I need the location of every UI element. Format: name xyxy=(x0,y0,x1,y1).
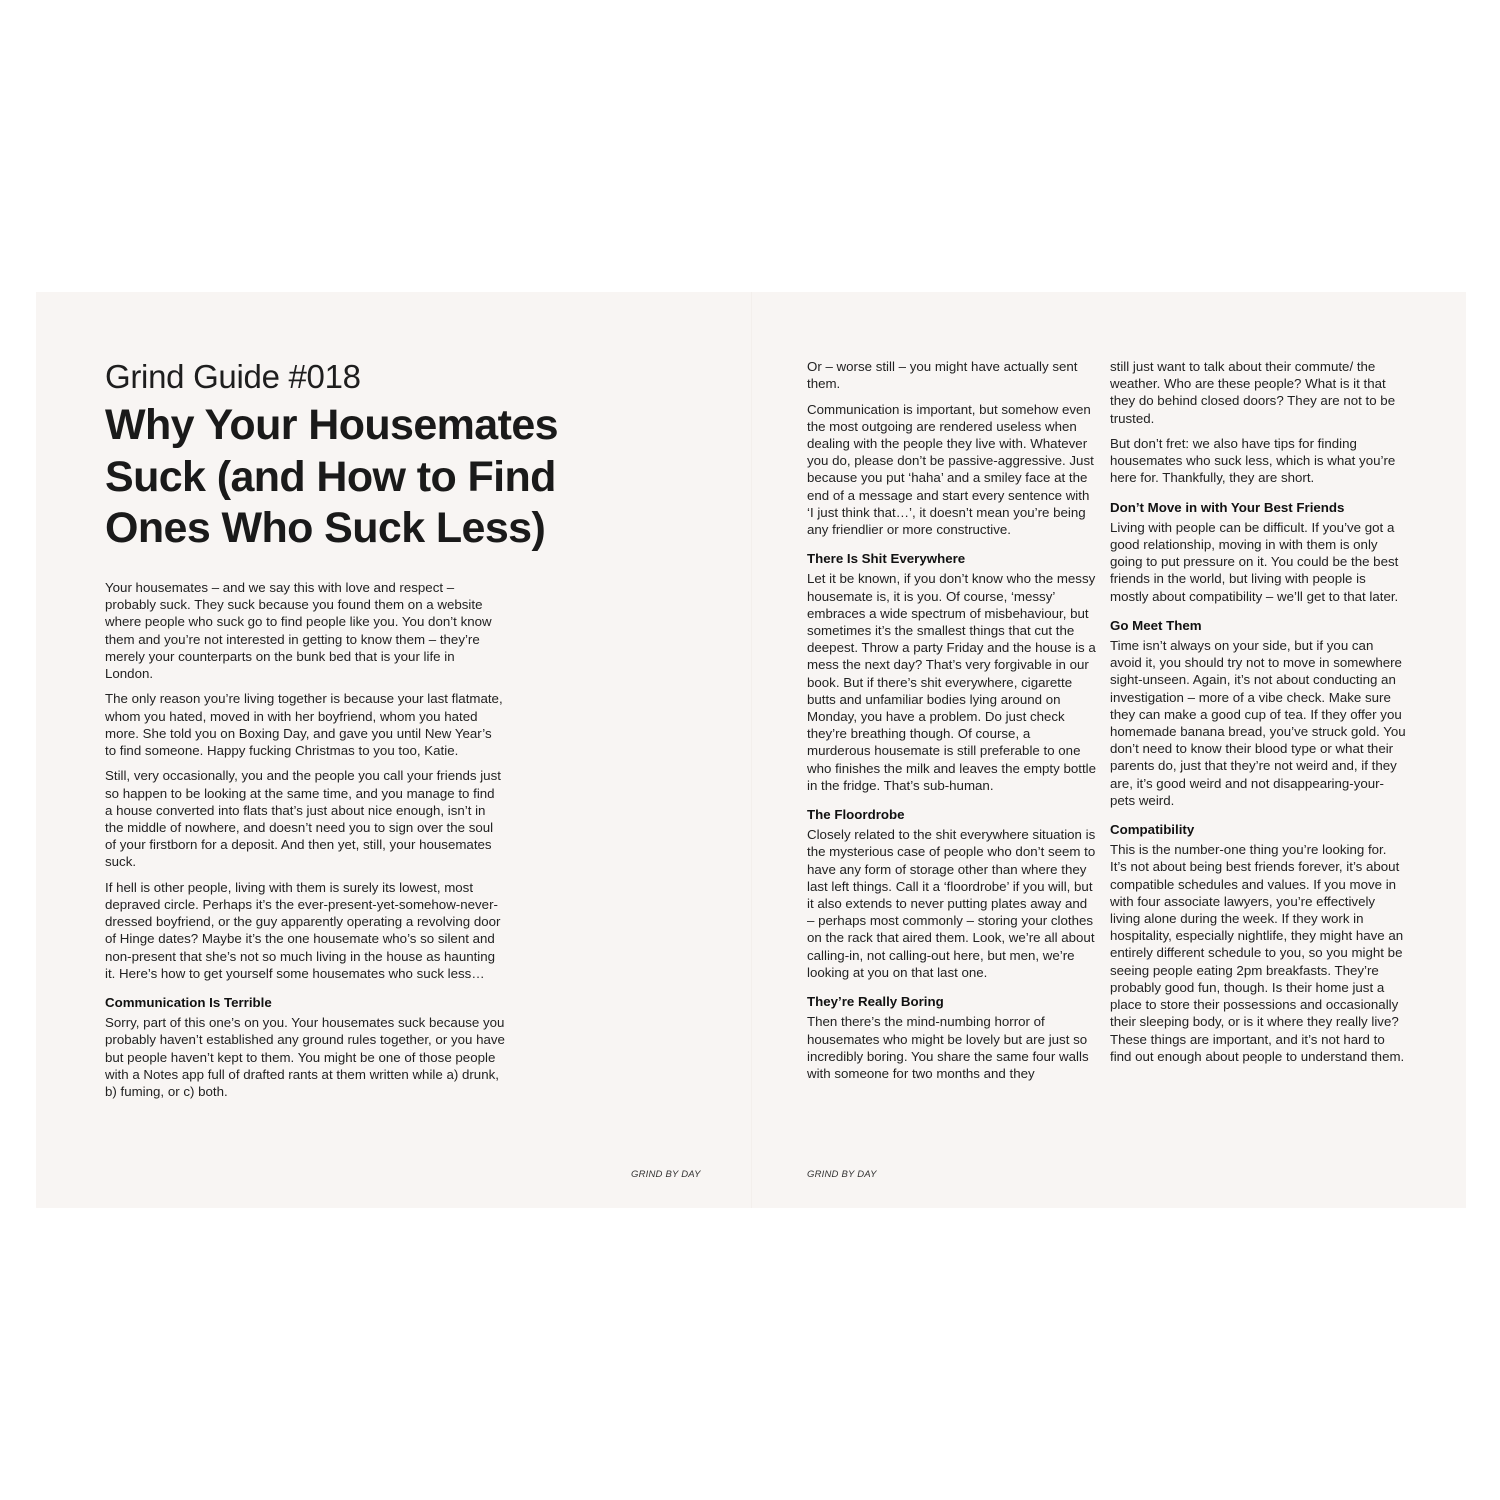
series-kicker: Grind Guide #018 xyxy=(105,358,361,395)
body-paragraph: Still, very occasionally, you and the people you call your friends just so happen to be looking at the same time, and you manage to find a house converted into flats that’s just about nice enough, isn’t in the middle of nowhere, and doesn’t need you to sign over the soul of your firstborn for a deposit. And then yet, still, your housemates suck. xyxy=(105,768,501,870)
section-heading: Go Meet Them xyxy=(1110,617,1202,633)
left-page-column xyxy=(105,579,505,1108)
right-page-column-two xyxy=(1110,358,1406,1073)
folio-left: GRIND BY DAY xyxy=(631,1169,701,1180)
section-heading: Communication Is Terrible xyxy=(105,995,272,1011)
body-paragraph: Time isn’t always on your side, but if you can avoid it, you should try not to move in somewhere sight-unseen. Again, it’s not about conducting an investigation – more of a vibe check. Make sure they can make a good cup of tea. If they offer you homemade banana bread, you’ve struck gold. You don’t need to know their blood type or what their parents do, just that they’re not weird and, if they are, it’s good weird and not disappearing-your-pets weird. xyxy=(1110,638,1406,808)
body-paragraph: Then there’s the mind-numbing horror of housemates who might be lovely but are just so incredibly boring. You share the same four walls with someone for two months and they xyxy=(807,1014,1089,1081)
section-heading: There Is Shit Everywhere xyxy=(807,551,966,567)
body-paragraph: Closely related to the shit everywhere situation is the mysterious case of people who don’t seem to have any form of storage other than where they last left things. Call it a ‘floordrobe’ if you will, but it also extends to never putting plates away and – perhaps most commonly – storing your clothes on the rack that aired them. Look, we’re all about calling-in, not calling-out here, but men, we’re looking at you on that last one. xyxy=(807,827,1096,980)
body-paragraph: Communication is important, but somehow even the most outgoing are rendered useless when dealing with the people they live with. Whatever you do, please don’t be passive-aggressive. Just because you put ‘haha’ and a smiley face at the end of a message and start every sentence with ‘I just think that…’, it doesn’t mean you’re being any friendlier or more constructive. xyxy=(807,401,1094,538)
body-paragraph: Living with people can be difficult. If you’ve got a good relationship, moving in with them is only going to put pressure on it. You could be the best friends in the world, but living with people is mostly about compatibility – we’ll get to that later. xyxy=(1110,519,1399,604)
article-headline: Why Your Housemates Suck (and How to Find Ones Who Suck Less) xyxy=(105,401,558,552)
magazine-spread xyxy=(36,292,1466,1208)
section-heading: They’re Really Boring xyxy=(807,994,944,1010)
folio-right: GRIND BY DAY xyxy=(807,1169,877,1180)
body-paragraph: This is the number-one thing you’re looking for. It’s not about being best friends forever, it’s about compatible schedules and values. If you move in with four associate lawyers, you’re effectively living alone during the week. If they work in hospitality, especially nightlife, they might have an entirely different schedule to you, so you might be seeing people eating 2pm breakfasts. They’re probably good fun, though. Is their home just a place to store their possessions and occasionally their sleeping body, or is it where they really live? These things are important, and it’s not hard to find out enough about people to understand them. xyxy=(1110,842,1405,1064)
body-paragraph: Let it be known, if you don’t know who the messy housemate is, it is you. Of course, ‘messy’ embraces a wide spectrum of misbehaviour, but sometimes it’s the smallest things that cut the deepest. Throw a party Friday and the house is a mess the next day? That’s very forgivable in our book. But if there’s shit everywhere, cigarette butts and unfamiliar bodies lying around on Monday, you have a problem. Do just check they’re breathing though. Of course, a murderous housemate is still preferable to one who finishes the milk and leaves the empty bottle in the fridge. That’s sub-human. xyxy=(807,571,1096,793)
page-fold xyxy=(751,292,752,1208)
body-paragraph: The only reason you’re living together is because your last flatmate, whom you hated, moved in with her boyfriend, whom you hated more. She told you on Boxing Day, and gave you until New Year’s to find someone. Happy fucking Christmas to you too, Katie. xyxy=(105,691,503,759)
section-heading: Don’t Move in with Your Best Friends xyxy=(1110,499,1345,515)
body-paragraph: If hell is other people, living with them is surely its lowest, most depraved circle. Perhaps it’s the ever-present-yet-somehow-never-dressed boyfriend, or the guy apparently operating a revolving door of Hinge dates? Maybe it’s the one housemate who’s so silent and non-present that she’s not so much living in the house as haunting it. Here’s how to get yourself some housemates who suck less… xyxy=(105,879,501,981)
body-paragraph: still just want to talk about their commute/ the weather. Who are these people? What is it that they do behind closed doors? They are not to be trusted. xyxy=(1110,359,1396,426)
body-paragraph: Your housemates – and we say this with love and respect – probably suck. They suck because you found them on a website where people who suck go to find people like you. You don’t know them and you’re not interested in getting to know them – they’re merely your counterparts on the bunk bed that is your life in London. xyxy=(105,580,492,682)
body-paragraph: But don’t fret: we also have tips for finding housemates who suck less, which is what you’re here for. Thankfully, they are short. xyxy=(1110,436,1396,486)
body-paragraph: Sorry, part of this one’s on you. Your housemates suck because you probably haven’t established any ground rules together, or you have but people haven’t kept to them. You might be one of those people with a Notes app full of drafted rants at them written while a) drunk, b) fuming, or c) both. xyxy=(105,1015,505,1100)
section-heading: Compatibility xyxy=(1110,822,1195,838)
right-page-column-one xyxy=(807,358,1097,1090)
body-paragraph: Or – worse still – you might have actually sent them. xyxy=(807,359,1078,392)
section-heading: The Floordrobe xyxy=(807,807,905,823)
